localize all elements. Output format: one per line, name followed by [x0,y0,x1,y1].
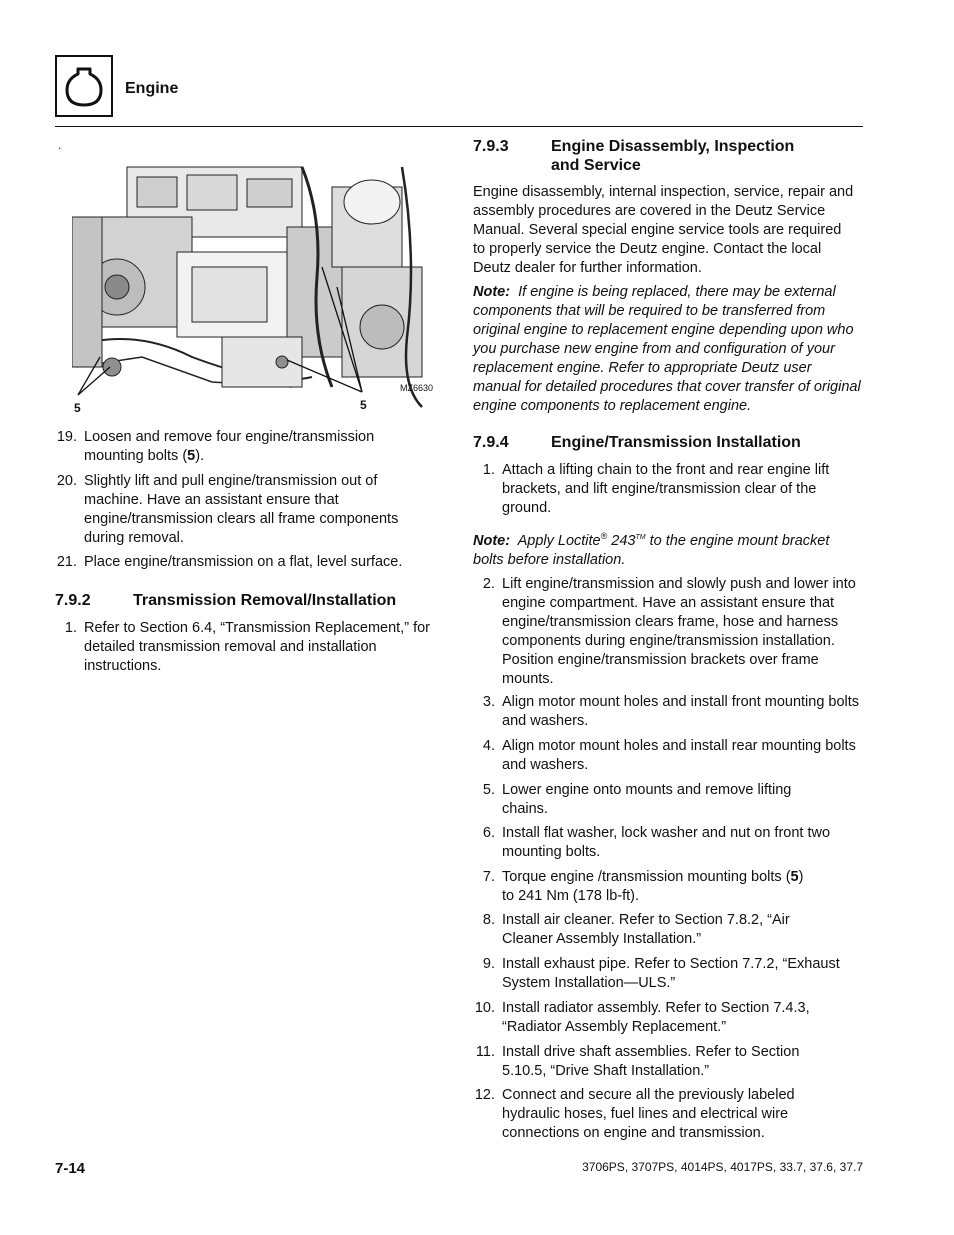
engine-figure [72,157,440,420]
figure-code: MZ6630 [400,383,434,393]
header-rule [55,126,863,127]
callout-5-right: 5 [360,398,367,412]
heading-7-9-3: 7.9.3 Engine Disassembly, Inspection and Service [473,138,795,174]
callout-5-left: 5 [74,401,81,415]
engine-illustration [72,157,440,420]
page-number: 7-14 [55,1160,86,1177]
paragraph-deutz: Engine disassembly, internal inspection, service, repair and assembly procedures are covered in the Deutz Service Manual. Several special engine service tools are required to properly service the Deutz engine. Contact the local Deutz dealer for further information. [473,184,854,276]
model-list: 3706PS, 3707PS, 4014PS, 4017PS, 33.7, 37.6, 37.7 [582,1160,863,1174]
engine-icon [57,57,111,115]
section-title: Engine [125,80,179,97]
note-engine-replacement: Note: If engine is being replaced, there may be external components that will be required to be transferred from original engine to replacement engine depending upon who you purchase new engine from and configuration of your replacement engine. Refer to appropriate Deutz user manual for detailed procedures that cover transfer of original engine components to replacement engine. [473,284,861,414]
heading-7-9-2: 7.9.2 Transmission Removal/Installation [55,592,397,609]
stray-dot: . [58,138,62,152]
note-loctite: Note: Apply Loctite® 243™ to the engine mount bracket bolts before installation. [473,531,830,568]
heading-7-9-4: 7.9.4 Engine/Transmission Installation [473,434,801,451]
engine-icon-box [55,55,113,117]
